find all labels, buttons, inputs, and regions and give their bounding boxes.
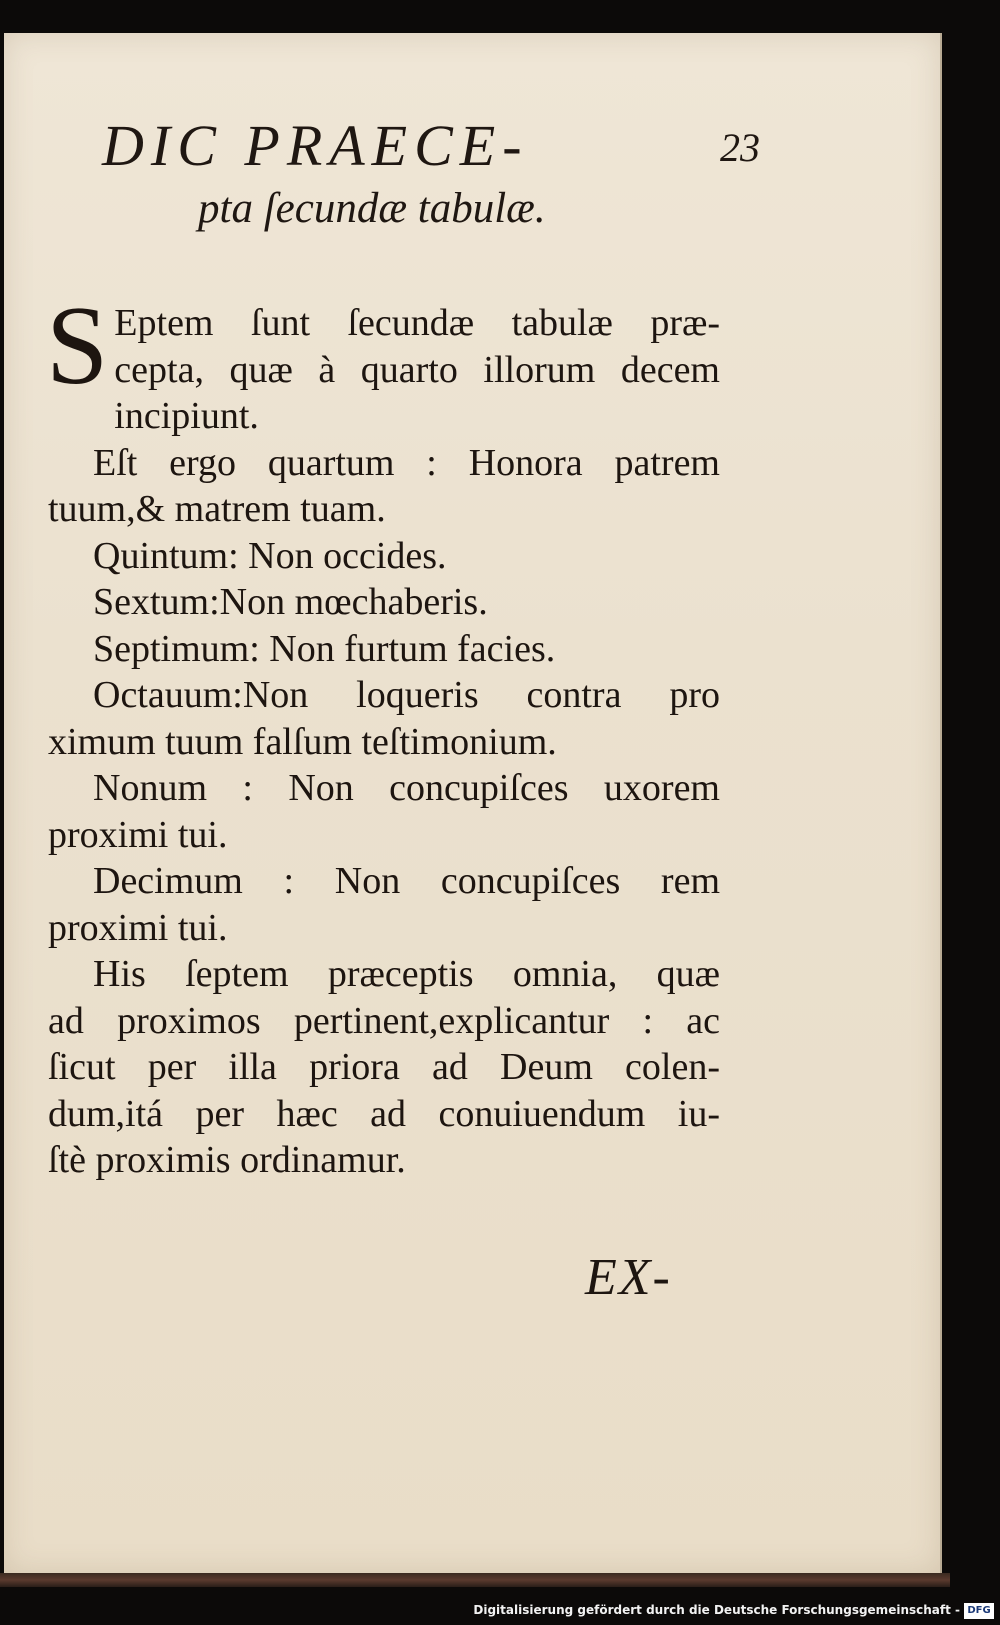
text-line: ſicut per illa priora ad Deum colen- (48, 1046, 720, 1088)
text-line: Quintum: Non occides. (93, 534, 447, 577)
text-line: incipiunt. (114, 395, 259, 437)
text-line: tuum,& matrem tuam. (48, 488, 386, 530)
text-line: proximi tui. (48, 906, 228, 949)
text-line: Octauum:Non loqueris contra pro (93, 674, 720, 716)
heading-continuation: pta ſecundæ tabulæ. (198, 185, 546, 232)
text-line: ad proximos pertinent,explicantur : ac (48, 999, 720, 1042)
text-line: Septimum: Non furtum facies. (93, 627, 556, 670)
text-line: dum,itá per hæc ad conuiuendum iu- (48, 1092, 720, 1135)
text-line: ſtè proximis ordinamur. (48, 1139, 406, 1181)
body-text (46, 284, 720, 1184)
page-number: 23 (720, 125, 760, 170)
book-edge (0, 1573, 950, 1587)
catchword: EX- (585, 1249, 672, 1306)
text-line: cepta, quæ à quarto illorum decem (114, 348, 720, 391)
text-line: Decimum : Non concupiſces rem (93, 860, 720, 902)
text-line: His ſeptem præceptis omnia, quæ (93, 953, 720, 995)
text-line: Nonum : Non concupiſces uxorem (93, 767, 720, 809)
text-line: ximum tuum falſum teſtimonium. (48, 720, 557, 763)
drop-cap-lines (114, 300, 720, 393)
text-line: Sextum:Non mœchaberis. (93, 581, 488, 623)
text-line: Eptem ſunt ſecundæ tabulæ præ- (114, 302, 720, 344)
digitization-credit: Digitalisierung gefördert durch die Deutsche Forschungsgemeinschaft - (473, 1603, 960, 1617)
text-line: proximi tui. (48, 813, 228, 856)
drop-cap: S (46, 284, 109, 408)
text-line: Eſt ergo quartum : Honora patrem (93, 441, 720, 484)
running-head: DIC PRAECE- (102, 113, 529, 178)
dfg-logo: DFG (964, 1603, 994, 1619)
